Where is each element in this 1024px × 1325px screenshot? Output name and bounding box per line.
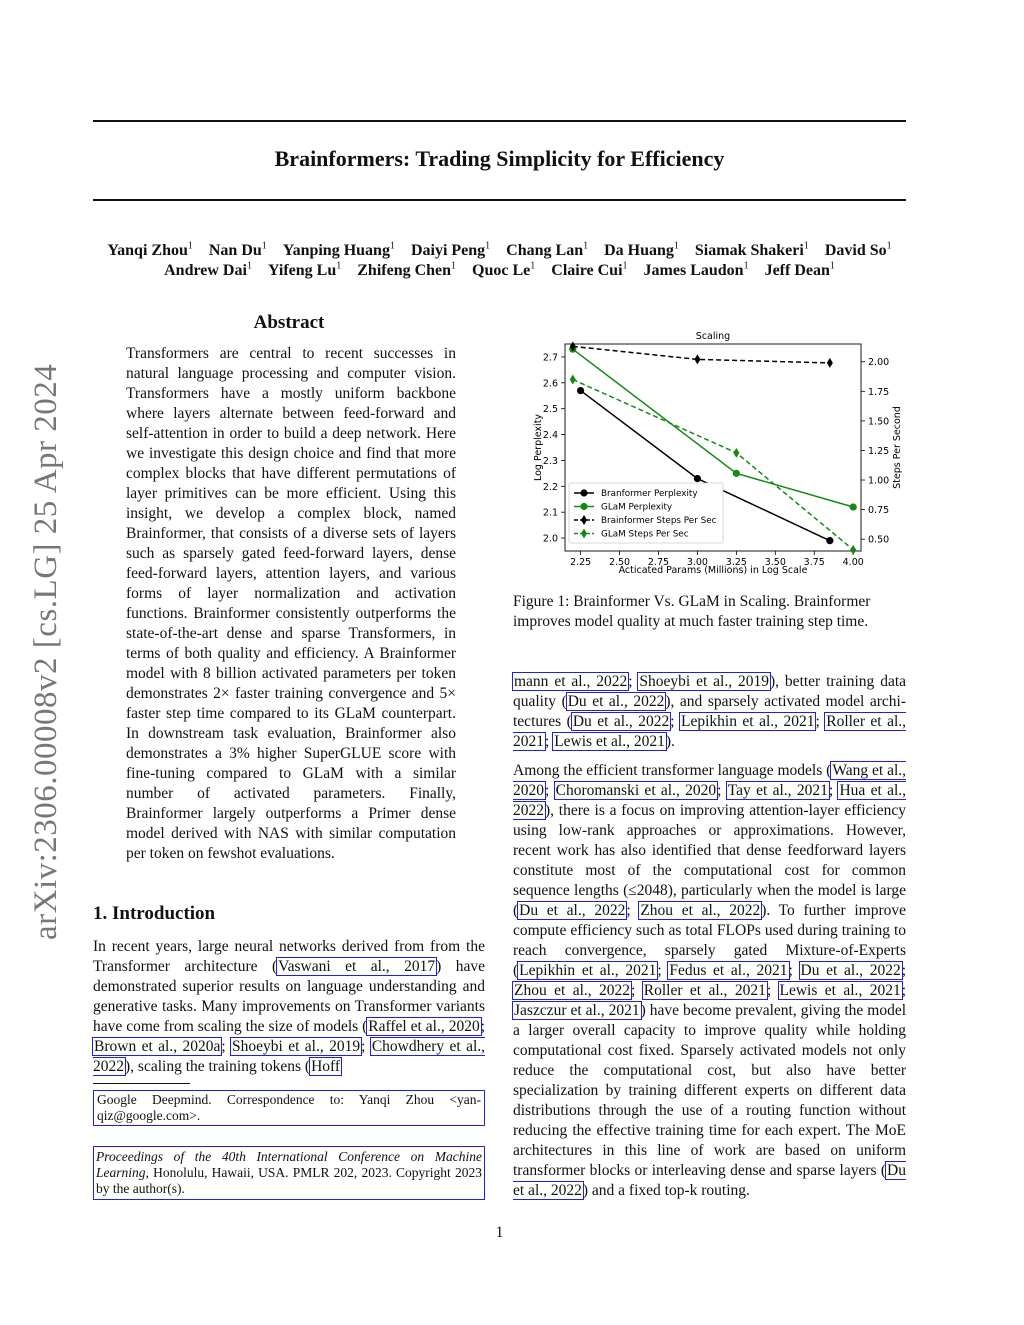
y-tick-label: 2.1 [542, 507, 558, 519]
author: Chang Lan$^1$ [506, 241, 589, 260]
right-paragraph-2: Among the efficient transformer language models (Wang et al., 2020; Choromanski et al., 2020; Tay et al., 2021; Hua et al., 2022), there is a focus on improving attention-layer efficiency using low-rank approaches or approximations. However, recent work has also identified that dense feedforward layers constitute most of the computational cost for common sequence lengths (≤2048), particularly when the model is large (Du et al., 2022; Zhou et al., 2022). To further improve compute efficiency such as total FLOPs used during training to reach convergence, sparsely gated Mixture-of-Experts (Lepikhin et al., 2021; Fedus et al., 2021; Du et al., 2022; Zhou et al., 2022; Roller et al., 2021; Lewis et al., 2021; Jaszczur et al., 2021) have become prevalent, giving the model a larger overall capacity to improve quality while holding computational cost fixed. Sparsely activated models not only reduce the computational cost, but also have better specialization by training different experts on different data distributions through the use of a routing function without reducing the effective training time for each expert. The MoE architectures in this line of work are based on uniform transformer blocks or interleaving dense and sparse layers (Du et al., 2022) and a fixed top-k routing. [513, 762, 907, 1199]
author: James Laudon$^1$ [643, 261, 749, 280]
y-right-tick-label: 1.50 [868, 416, 890, 428]
citation-link[interactable]: Shoeybi et al., 2019 [232, 1038, 361, 1055]
legend-marker [580, 489, 587, 496]
author: Da Huang$^1$ [604, 241, 679, 260]
y-right-tick-label: 1.25 [868, 445, 890, 457]
citation-link[interactable]: Hua et al., 2022 [513, 782, 907, 819]
citation-link[interactable]: Du et al., 2022 [567, 693, 665, 710]
citation-link[interactable]: Hoff [311, 1058, 341, 1075]
author: Claire Cui$^1$ [551, 261, 628, 280]
author: Quoc Le$^1$ [472, 261, 536, 280]
page-number: 1 [495, 1224, 504, 1241]
citation-link[interactable]: Lepikhin et al., 2021 [519, 962, 657, 979]
series-line-2 [573, 346, 830, 363]
citation-link[interactable]: Du et al., 2022 [513, 1162, 906, 1199]
series-0-point [577, 387, 584, 394]
series-0-point [694, 475, 701, 482]
y-right-tick-label: 1.00 [868, 475, 890, 487]
author: Yanqi Zhou$^1$ [107, 241, 193, 260]
x-tick-label: 2.25 [570, 557, 592, 568]
intro-paragraph: In recent years, large neural networks derived from from the Transformer architecture (Vaswani et al., 2017) have demonstrated superior results on language understanding and generative tasks. Many improvements on Transformer variants have come from scaling the size of models (Raffel et al., 2020; Brown et al., 2020a; Shoeybi et al., 2019; Chowdhery et al., 2022), scaling the training tokens (Hoff [93, 938, 486, 1075]
y-tick-label: 2.4 [542, 430, 558, 442]
citation-link[interactable]: mann et al., 2022 [514, 673, 628, 690]
chart-title: Scaling [695, 331, 731, 342]
y-tick-label: 2.2 [542, 481, 558, 493]
citation-link[interactable]: Zhou et al., 2022 [514, 982, 631, 999]
abstract-text: Transformers are central to recent successes in natural language processing and computer vision. Transformers have a mostly uniform backbone where layers alternate between feed-forward and self-attention in order to build a deep network. Here we investigate this design choice and find that more complex blocks that have different permutations of layer primitives can be more efficient. Using this insight, we develop a complex block, named Brainformer, that consists of a diverse sets of layers such as sparsely gated feed-forward layers, dense feed-forward layers, attention layers, and various forms of layer normalization and activation functions. Brainformer consistently outperforms the state-of-the-art dense and sparse Transformers, in terms of both quality and efficiency. A Brainformer model with 8 billion activated parameters per token demonstrates 2× faster training convergence and 5× faster step time compared to its GLaM counterpart. In downstream task evaluation, Brainformer also demonstrates a 3% higher SuperGLUE score with fine-tuning compared to GLaM with a similar number of activated parameters. Finally, Brainformer largely outperforms a Primer dense model derived with NAS with similar computation per token on fewshot evaluations. [126, 345, 456, 862]
series-3-point [733, 448, 739, 458]
y-tick-label: 2.6 [542, 378, 558, 390]
citation-link[interactable]: Du et al., 2022 [800, 962, 901, 979]
right-paragraph-1: mann et al., 2022; Shoeybi et al., 2019), better training data quality (Du et al., 2022), and sparsely activated model architectures (Du et al., 2022; Lepikhin et al., 2021; Roller et al., 2021; Lewis et al., 2021). [513, 673, 907, 750]
author: Yifeng Lu$^1$ [267, 261, 342, 280]
y-tick-label: 2.7 [542, 352, 558, 364]
figure-1-caption: Figure 1: Brainformer Vs. GLaM in Scaling. Brainformer improves model quality at much faster training step time. [513, 593, 871, 630]
author: Andrew Dai$^1$ [164, 261, 252, 280]
footnote-affiliation[interactable]: Google Deepmind. Correspondence to: Yanqi Zhou <yanqiz@google.com>. [93, 1090, 485, 1126]
author: David So$^1$ [824, 241, 892, 260]
citation-link[interactable]: Du et al., 2022 [572, 713, 670, 730]
citation-link[interactable]: Lewis et al., 2021 [554, 733, 665, 750]
author-list-line-2 [93, 257, 906, 281]
series-2-point [694, 354, 700, 364]
author: Yanping Huang$^1$ [282, 241, 395, 260]
author: Siamak Shakeri$^1$ [694, 241, 809, 260]
y-tick-label: 2.0 [542, 533, 558, 545]
y-right-tick-label: 0.50 [868, 534, 890, 546]
citation-link[interactable]: Fedus et al., 2021 [669, 962, 788, 979]
citation-link[interactable]: Roller et al., 2021 [643, 982, 766, 999]
author: Nan Du$^1$ [208, 241, 267, 260]
author: Daiyi Peng$^1$ [410, 241, 491, 260]
x-tick-label: 3.75 [803, 557, 825, 568]
series-1-point [850, 503, 857, 510]
y-right-tick-label: 2.00 [868, 357, 890, 369]
series-0-point [826, 537, 833, 544]
citation-link[interactable]: Raffel et al., 2020 [368, 1018, 480, 1035]
series-3-point [850, 545, 856, 555]
citation-link[interactable]: Zhou et al., 2022 [640, 902, 761, 919]
legend-label: Brainformer Steps Per Sec [601, 516, 717, 527]
x-tick-label: 2.50 [608, 557, 631, 568]
x-tick-label: 3.25 [725, 557, 747, 568]
scaling-chart-svg [513, 327, 908, 577]
y-right-tick-label: 1.75 [868, 386, 890, 398]
series-3-point [570, 374, 576, 384]
section-heading-introduction: 1. Introduction [93, 903, 216, 924]
legend-marker [580, 503, 587, 510]
footnote-proceedings[interactable]: Proceedings of the 40th International Conference on Machine Learning, Honolulu, Hawaii, USA. PMLR 202, 2023. Copyright 2023 by the author(s). [93, 1146, 485, 1200]
legend-label: Branformer Perplexity [601, 489, 698, 500]
y-axis-label: Log Perplexity [533, 413, 544, 482]
citation-link[interactable]: Brown et al., 2020a [94, 1038, 221, 1055]
citation-link[interactable]: Jaszczur et al., 2021 [514, 1002, 640, 1019]
series-2-point [827, 358, 833, 368]
arxiv-identifier: arXiv:2306.00008v2 [cs.LG] 25 Apr 2024 [28, 363, 64, 940]
citation-link[interactable]: Shoeybi et al., 2019 [639, 673, 770, 690]
legend-label: GLaM Steps Per Sec [601, 529, 689, 540]
footnote-rule [93, 1083, 190, 1084]
citation-link[interactable]: Wang et al., 2020 [513, 762, 906, 799]
x-tick-label: 4.00 [842, 557, 864, 568]
legend-label: GLaM Perplexity [601, 502, 673, 513]
paper-title: Brainformers: Trading Simplicity for Efficiency [274, 146, 725, 171]
y-right-tick-label: 0.75 [868, 505, 890, 517]
citation-link[interactable]: Vaswani et al., 2017 [278, 958, 436, 975]
citation-link[interactable]: Lewis et al., 2021 [779, 982, 901, 999]
citation-link[interactable]: Tay et al., 2021 [727, 782, 828, 799]
citation-link[interactable]: Lepikhin et al., 2021 [681, 713, 815, 730]
author: Jeff Dean$^1$ [764, 261, 835, 280]
citation-link[interactable]: Chowdhery et al., 2022 [93, 1038, 486, 1075]
citation-link[interactable]: Choromanski et al., 2020 [555, 782, 717, 799]
y-tick-label: 2.3 [542, 455, 558, 467]
series-1-point [733, 470, 740, 477]
y-axis-right-label: Steps Per Second [892, 406, 903, 489]
x-tick-label: 2.75 [647, 557, 670, 568]
x-tick-label: 3.00 [686, 557, 708, 568]
figure-1-chart [513, 327, 908, 577]
citation-link[interactable]: Du et al., 2022 [519, 902, 626, 919]
x-tick-label: 3.50 [764, 557, 786, 568]
title-bottom-rule [93, 199, 906, 201]
x-axis-label: Acticated Params (Millions) in Log Scale [618, 565, 808, 576]
abstract-heading: Abstract [253, 312, 325, 333]
y-tick-label: 2.5 [542, 404, 558, 416]
title-top-rule [93, 120, 906, 122]
citation-link[interactable]: Roller et al., 2021 [513, 713, 907, 750]
author: Zhifeng Chen$^1$ [357, 261, 457, 280]
